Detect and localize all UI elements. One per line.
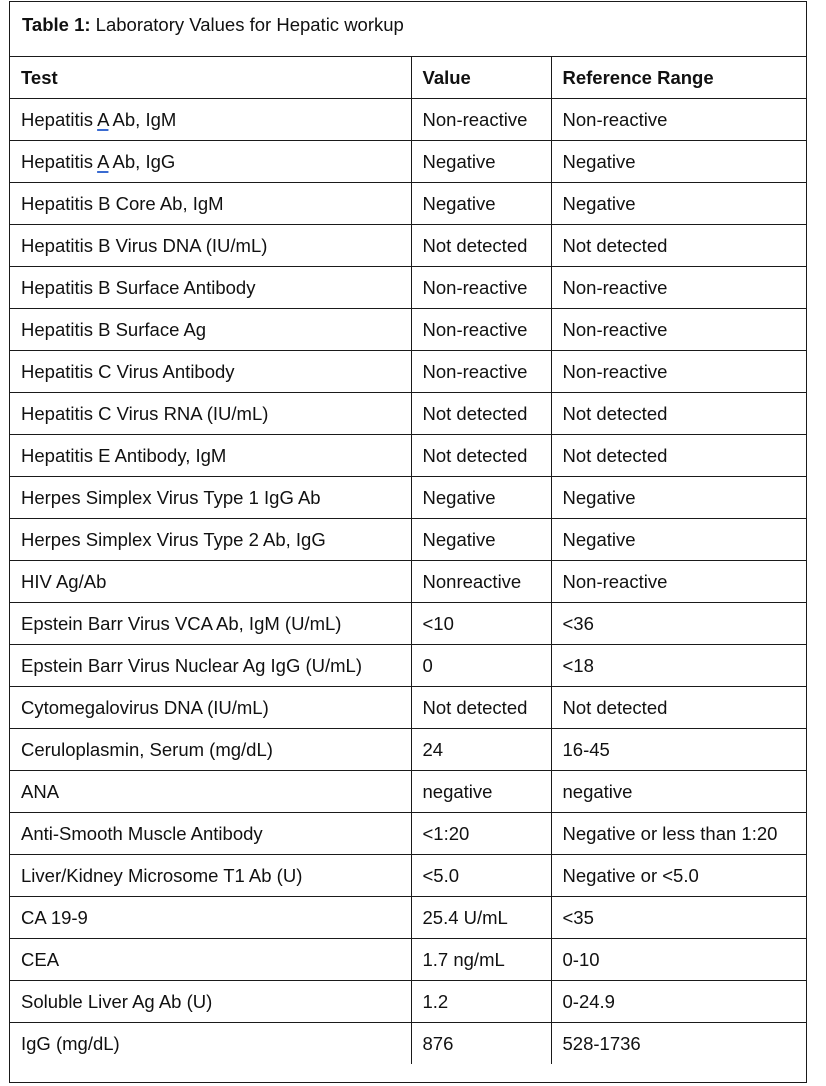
cell-value: Not detected bbox=[411, 687, 551, 729]
cell-value: Negative bbox=[411, 141, 551, 183]
cell-reference-range: Non-reactive bbox=[551, 351, 806, 393]
table-row bbox=[10, 183, 806, 225]
table-row bbox=[10, 309, 806, 351]
cell-test: Anti-Smooth Muscle Antibody bbox=[10, 813, 411, 855]
cell-test: CA 19-9 bbox=[10, 897, 411, 939]
cell-test: Herpes Simplex Virus Type 1 IgG Ab bbox=[10, 477, 411, 519]
table-row bbox=[10, 351, 806, 393]
cell-reference-range: Not detected bbox=[551, 393, 806, 435]
cell-value: <5.0 bbox=[411, 855, 551, 897]
caption-label: Table 1: bbox=[22, 14, 91, 35]
test-name-prefix: Hepatitis bbox=[21, 150, 98, 172]
cell-reference-range: Negative or less than 1:20 bbox=[551, 813, 806, 855]
cell-test: Hepatitis C Virus RNA (IU/mL) bbox=[10, 393, 411, 435]
cell-test bbox=[10, 141, 411, 183]
cell-reference-range: Not detected bbox=[551, 687, 806, 729]
cell-reference-range: Non-reactive bbox=[551, 309, 806, 351]
cell-reference-range: Negative bbox=[551, 183, 806, 225]
cell-value: Non-reactive bbox=[411, 267, 551, 309]
cell-test: ANA bbox=[10, 771, 411, 813]
cell-value: 1.2 bbox=[411, 981, 551, 1023]
cell-value: Negative bbox=[411, 477, 551, 519]
cell-value: 0 bbox=[411, 645, 551, 687]
cell-reference-range: Negative or <5.0 bbox=[551, 855, 806, 897]
cell-reference-range: Not detected bbox=[551, 225, 806, 267]
cell-reference-range: Not detected bbox=[551, 435, 806, 477]
cell-value: Non-reactive bbox=[411, 351, 551, 393]
cell-value: 24 bbox=[411, 729, 551, 771]
header-test: Test bbox=[10, 57, 411, 99]
cell-test: Herpes Simplex Virus Type 2 Ab, IgG bbox=[10, 519, 411, 561]
cell-value: negative bbox=[411, 771, 551, 813]
cell-value: Nonreactive bbox=[411, 561, 551, 603]
cell-value: Not detected bbox=[411, 393, 551, 435]
cell-test: Hepatitis B Virus DNA (IU/mL) bbox=[10, 225, 411, 267]
table-row bbox=[10, 603, 806, 645]
cell-test: Hepatitis B Core Ab, IgM bbox=[10, 183, 411, 225]
table-row bbox=[10, 267, 806, 309]
cell-reference-range: <36 bbox=[551, 603, 806, 645]
header-value: Value bbox=[411, 57, 551, 99]
cell-test: Epstein Barr Virus Nuclear Ag IgG (U/mL) bbox=[10, 645, 411, 687]
test-name-suffix: Ab, IgM bbox=[108, 108, 177, 130]
cell-test: Hepatitis E Antibody, IgM bbox=[10, 435, 411, 477]
table-row bbox=[10, 981, 806, 1023]
cell-value: 876 bbox=[411, 1023, 551, 1065]
test-name-prefix: Hepatitis bbox=[21, 108, 98, 130]
cell-value: <1:20 bbox=[411, 813, 551, 855]
table-row bbox=[10, 435, 806, 477]
header-row bbox=[10, 57, 806, 99]
table-body bbox=[10, 99, 806, 1065]
table-row bbox=[10, 225, 806, 267]
cell-reference-range: 0-10 bbox=[551, 939, 806, 981]
table-row bbox=[10, 897, 806, 939]
cell-value: Non-reactive bbox=[411, 309, 551, 351]
table-row bbox=[10, 477, 806, 519]
cell-test: CEA bbox=[10, 939, 411, 981]
table-row bbox=[10, 729, 806, 771]
cell-value: Not detected bbox=[411, 435, 551, 477]
cell-test: Cytomegalovirus DNA (IU/mL) bbox=[10, 687, 411, 729]
cell-value: Negative bbox=[411, 183, 551, 225]
table-row bbox=[10, 561, 806, 603]
cell-test: IgG (mg/dL) bbox=[10, 1023, 411, 1065]
cell-value: 25.4 U/mL bbox=[411, 897, 551, 939]
cell-reference-range: <18 bbox=[551, 645, 806, 687]
cell-test: Soluble Liver Ag Ab (U) bbox=[10, 981, 411, 1023]
cell-test: Epstein Barr Virus VCA Ab, IgM (U/mL) bbox=[10, 603, 411, 645]
cell-reference-range: Non-reactive bbox=[551, 561, 806, 603]
table-row bbox=[10, 1023, 806, 1065]
cell-value: Negative bbox=[411, 519, 551, 561]
cell-reference-range: 528-1736 bbox=[551, 1023, 806, 1065]
table-row bbox=[10, 771, 806, 813]
caption-text: Laboratory Values for Hepatic workup bbox=[90, 14, 404, 35]
table-row bbox=[10, 855, 806, 897]
lab-table-frame bbox=[9, 1, 807, 1083]
test-name-marked-letter: A bbox=[97, 108, 109, 130]
cell-test: Hepatitis B Surface Antibody bbox=[10, 267, 411, 309]
cell-test: Ceruloplasmin, Serum (mg/dL) bbox=[10, 729, 411, 771]
table-row bbox=[10, 813, 806, 855]
cell-reference-range: 0-24.9 bbox=[551, 981, 806, 1023]
table-row bbox=[10, 519, 806, 561]
table-caption bbox=[10, 2, 806, 57]
cell-value: <10 bbox=[411, 603, 551, 645]
cell-value: Non-reactive bbox=[411, 99, 551, 141]
table-row bbox=[10, 645, 806, 687]
test-name-marked-letter: A bbox=[97, 150, 109, 172]
cell-reference-range: Negative bbox=[551, 519, 806, 561]
cell-test: Hepatitis B Surface Ag bbox=[10, 309, 411, 351]
cell-reference-range: <35 bbox=[551, 897, 806, 939]
cell-test: HIV Ag/Ab bbox=[10, 561, 411, 603]
cell-reference-range: negative bbox=[551, 771, 806, 813]
cell-reference-range: Non-reactive bbox=[551, 99, 806, 141]
table-row bbox=[10, 141, 806, 183]
cell-reference-range: Negative bbox=[551, 477, 806, 519]
table-row bbox=[10, 99, 806, 141]
table-row bbox=[10, 939, 806, 981]
cell-reference-range: 16-45 bbox=[551, 729, 806, 771]
cell-test: Hepatitis C Virus Antibody bbox=[10, 351, 411, 393]
cell-reference-range: Negative bbox=[551, 141, 806, 183]
test-name-suffix: Ab, IgG bbox=[108, 150, 176, 172]
lab-values-table bbox=[10, 57, 806, 1064]
cell-value: 1.7 ng/mL bbox=[411, 939, 551, 981]
cell-test: Liver/Kidney Microsome T1 Ab (U) bbox=[10, 855, 411, 897]
cell-reference-range: Non-reactive bbox=[551, 267, 806, 309]
cell-test bbox=[10, 99, 411, 141]
header-reference-range: Reference Range bbox=[551, 57, 806, 99]
table-row bbox=[10, 687, 806, 729]
table-row bbox=[10, 393, 806, 435]
cell-value: Not detected bbox=[411, 225, 551, 267]
